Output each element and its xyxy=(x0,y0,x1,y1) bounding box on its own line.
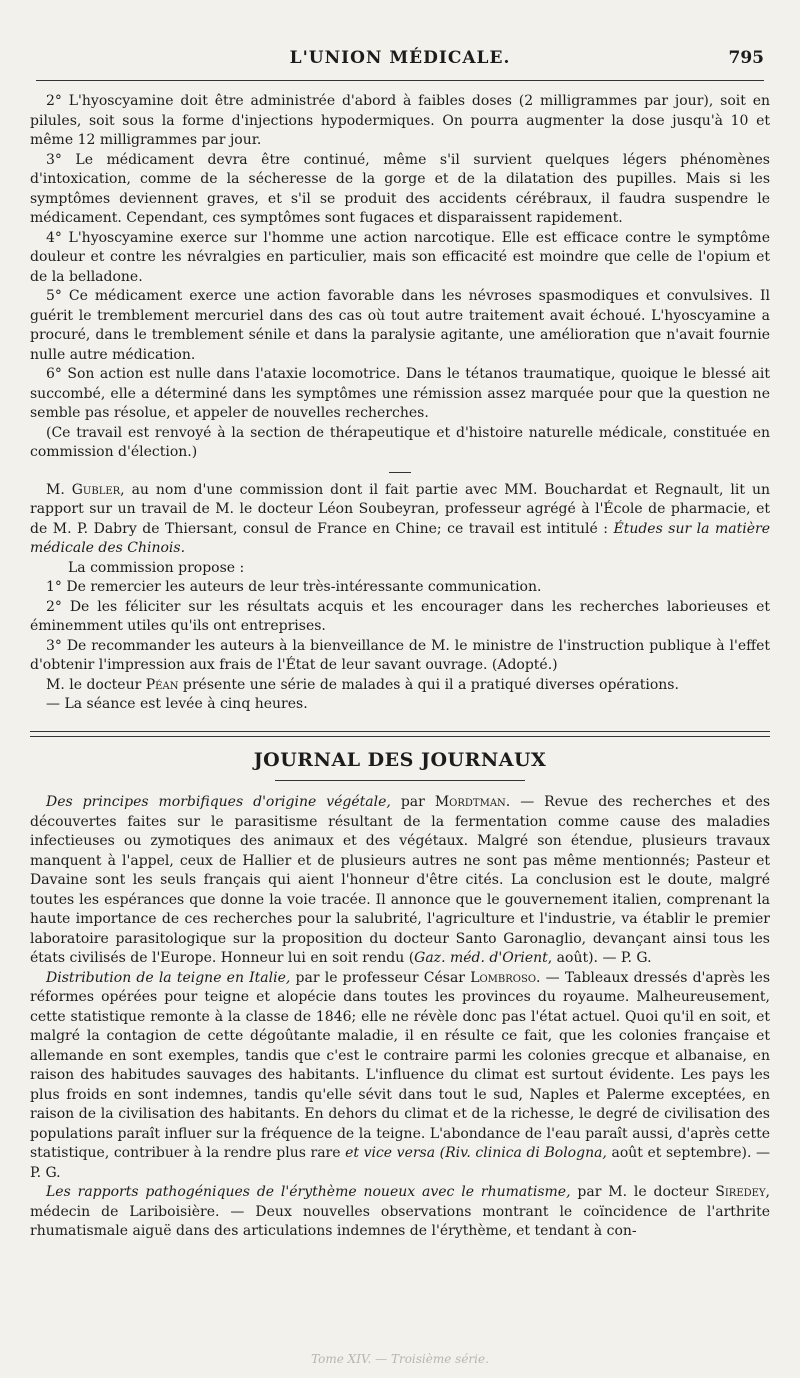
paragraph-item-4: 4° L'hyoscyamine exerce sur l'homme une action narcotique. Elle est efficace contre le symptôme douleur et contre les névralgies en particulier, mais son efficacité est moindre que celle de l'opium et de la belladone. xyxy=(30,229,770,285)
work-title: Études sur la matière médicale des Chinois. xyxy=(30,520,770,556)
article-body: , médecin de Lariboisière. — Deux nouvelles observations montrant le coïncidence de l'arthrite rhumatismale aiguë dans des articulations indemnes de l'érythème, et tendant à con- xyxy=(30,1184,770,1239)
speaker-name: M. Gubler xyxy=(46,481,121,498)
article-end: août et septembre). — P. G. xyxy=(30,1145,770,1181)
pean-paragraph xyxy=(30,676,770,696)
paragraph-item-5: 5° Ce médicament exerce une action favorable dans les névroses spasmodiques et convulsives. Il guérit le tremblement mercuriel dans des cas où tout autre traitement avait échoué. L'hyoscyamine a procuré, dans le tremblement sénile et dans la paralysie agitante, une amélioration que n'avait fournie nulle autre médication. xyxy=(30,288,770,363)
article-by: par M. le docteur xyxy=(570,1184,716,1200)
page-content xyxy=(30,92,770,1242)
commission-item-1: 1° De remercier les auteurs de leur très-intéressante communication. xyxy=(46,579,542,595)
session-closing: — La séance est levée à cinq heures. xyxy=(46,696,308,712)
article-source: Gaz. méd. d'Orient xyxy=(414,950,548,966)
article-source: et vice versa (Riv. clinica di Bologna, xyxy=(345,1145,607,1161)
commission-proposes: La commission propose : xyxy=(68,559,245,576)
journal-title: L'UNION MÉDICALE. xyxy=(289,48,511,68)
page-number: 795 xyxy=(728,48,764,68)
article-title: Les rapports pathogéniques de l'érythème noueux avec le rhumatisme, xyxy=(46,1184,571,1200)
pean-after: présente une série de malades à qui il a pratiqué diverses opérations. xyxy=(178,676,679,693)
article-by: par le professeur César xyxy=(290,969,471,986)
header-rule xyxy=(36,80,764,81)
commission-item-3: 3° De recommander les auteurs à la bienveillance de M. le ministre de l'instruction publique à l'effet d'obtenir l'impression aux frais de l'État de leur savant ouvrage. (Adopté.) xyxy=(30,637,770,673)
article-title: Distribution de la teigne en Italie, xyxy=(46,969,291,986)
article-lombroso xyxy=(30,969,770,1184)
short-separator xyxy=(389,472,411,473)
article-author: Mordtman xyxy=(434,794,506,810)
commission-report xyxy=(30,481,770,559)
pean-before: M. le docteur xyxy=(46,676,146,693)
commission-intro: , au nom d'une commission dont il fait partie avec MM. Bouchardat et Regnault, lit un rapport sur un travail de M. le docteur Léon Soubeyran, professeur agrégé à l'École de pharmacie, et de M. P. Dabry de Thiersant, consul de France en Chine; ce travail est intitulé : xyxy=(30,481,770,537)
page-footer: Tome XIV. — Troisième série. xyxy=(311,1352,489,1366)
article-author: Lombroso xyxy=(470,969,537,986)
article-body: . — Revue des recherches et des découvertes faites sur le parasitisme résultant de la fermentation comme cause des maladies infectieuses ou zymotiques des animaux et des végétaux. Malgré son étendue, plusieurs travaux manquent à l'appel, ceux de Hallier et de plusieurs autres ne sont pas même mentionnés; Pasteur et Davaine sont les seuls français qui aient l'honneur d'être cités. La conclusion est le doute, malgré toutes les espérances que donne la voie tracée. Il annonce que le gouvernement italien, comprenant la haute importance de ces recherches pour la salubrité, l'agriculture et l'industrie, va établir le premier laboratoire parasitologique sur la proposition du docteur Santo Garonaglio, devançant ainsi tous les états civilisés de l'Europe. Honneur lui en soit rendu ( xyxy=(30,794,771,966)
page-header xyxy=(36,44,764,80)
section-double-rule xyxy=(30,731,770,737)
section-title-underline xyxy=(275,780,525,781)
article-siredey xyxy=(30,1183,770,1242)
commission-item-2: 2° De les féliciter sur les résultats acquis et les encourager dans les recherches laborieuses et éminemment utiles qu'ils ont entreprises. xyxy=(30,598,770,634)
article-by: par xyxy=(390,794,435,810)
article-title: Des principes morbifiques d'origine végétale, xyxy=(46,794,391,810)
paragraph-item-2: 2° L'hyoscyamine doit être administrée d'abord à faibles doses (2 milligrammes par jour), soit en pilules, soit sous la forme d'injections hypodermiques. On pourra augmenter la dose jusqu'à 10 et même 12 milligrammes par jour. xyxy=(30,93,770,148)
article-end: , août). — P. G. xyxy=(547,950,652,966)
paragraph-referral-note: (Ce travail est renvoyé à la section de thérapeutique et d'histoire naturelle médicale, constituée en commission d'élection.) xyxy=(30,424,770,460)
paragraph-item-6: 6° Son action est nulle dans l'ataxie locomotrice. Dans le tétanos traumatique, quoique le blessé ait succombé, elle a déterminé dans les symptômes une rémission assez marquée pour que la question ne semble pas résolue, et appeler de nouvelles recherches. xyxy=(30,366,770,421)
pean-name: Péan xyxy=(145,676,179,693)
article-mordtman xyxy=(30,793,770,969)
article-author: Siredey xyxy=(715,1184,766,1200)
article-body: . — Tableaux dressés d'après les réformes opérées pour teigne et alopécie dans toutes les provinces du royaume. Malheureusement, cette statistique remonte à la classe de 1846; elle ne révèle donc pas l'état actuel. Quoi qu'il en soit, et malgré la contagion de cette dégoûtante maladie, il en résulte ce fait, que les colonies française et allemande en sont exemples, tandis que c'est le contraire parmi les colonies grecque et albanaise, en raison des habitudes sauvages des habitants. L'influence du climat est surtout évidente. Les pays les plus froids en sont indemnes, tandis qu'elle sévit dans tout le sud, Naples et Palerme exceptées, en raison de la civilisation des habitants. En dehors du climat et de la richesse, le degré de civilisation des populations paraît influer sur la fréquence de la teigne. L'abondance de l'eau paraît aussi, d'après cette statistique, contribuer à la rendre plus rare xyxy=(30,969,771,1161)
paragraph-item-3: 3° Le médicament devra être continué, même s'il survient quelques légers phénomènes d'intoxication, comme de la sécheresse de la gorge et de la dilatation des pupilles. Mais si les symptômes deviennent graves, et s'il se produit des accidents cérébraux, il faudra suspendre le médicament. Cependant, ces symptômes sont fugaces et disparaissent rapidement. xyxy=(30,151,770,226)
section-title: JOURNAL DES JOURNAUX xyxy=(253,748,547,771)
